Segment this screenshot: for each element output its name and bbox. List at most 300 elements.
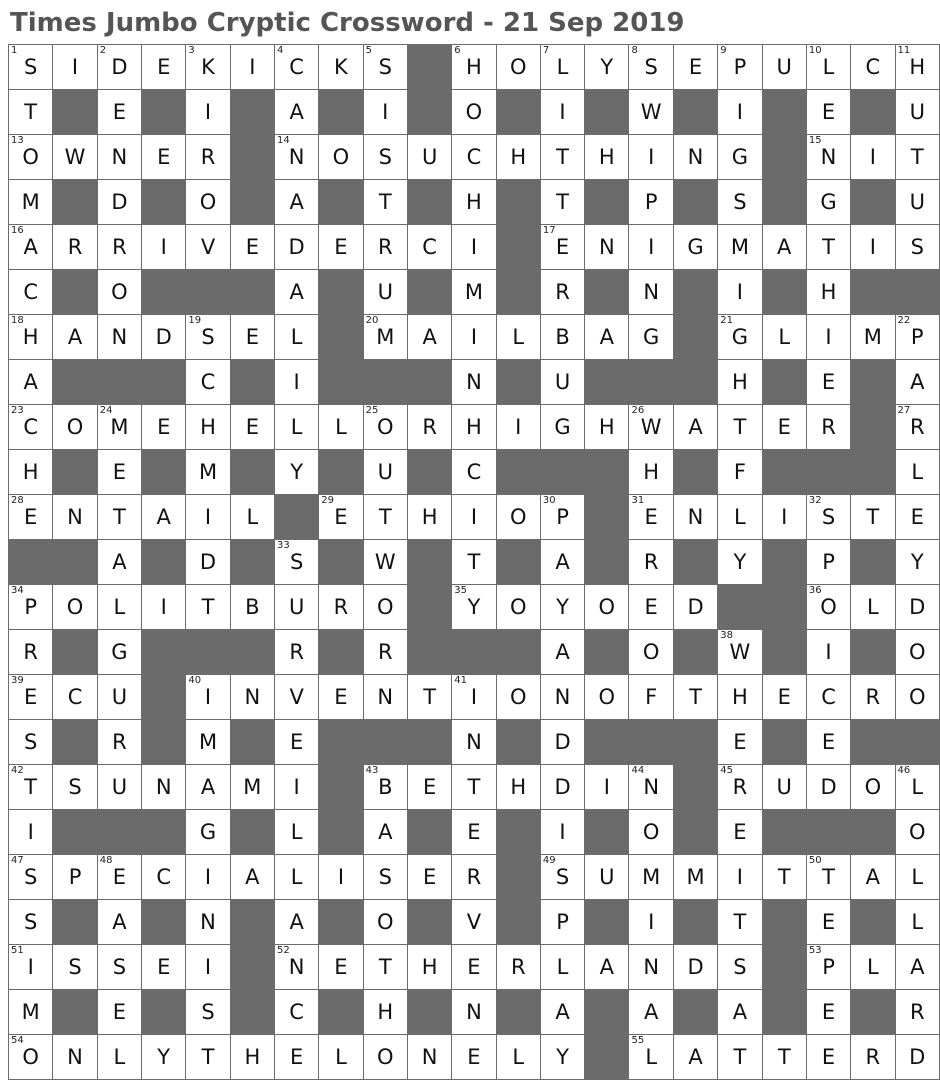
grid-cell[interactable] (186, 945, 230, 990)
grid-cell[interactable] (97, 450, 141, 495)
grid-cell[interactable] (363, 810, 407, 855)
grid-cell[interactable] (585, 765, 629, 810)
grid-cell[interactable] (718, 135, 762, 180)
grid-cell[interactable] (673, 945, 717, 990)
grid-cell[interactable] (142, 945, 186, 990)
grid-cell[interactable] (540, 135, 584, 180)
grid-cell[interactable] (230, 45, 274, 90)
grid-cell[interactable] (452, 90, 496, 135)
grid-cell[interactable] (452, 540, 496, 585)
grid-cell[interactable] (806, 675, 850, 720)
grid-cell[interactable] (718, 180, 762, 225)
grid-cell[interactable] (275, 1035, 319, 1080)
grid-cell[interactable] (762, 495, 806, 540)
grid-cell[interactable] (718, 630, 762, 675)
grid-cell[interactable] (629, 45, 673, 90)
grid-cell[interactable] (363, 990, 407, 1035)
grid-cell[interactable] (673, 585, 717, 630)
grid-cell[interactable] (540, 630, 584, 675)
grid-cell[interactable] (319, 135, 363, 180)
grid-cell[interactable] (718, 720, 762, 765)
grid-cell[interactable] (718, 45, 762, 90)
grid-cell[interactable] (363, 540, 407, 585)
grid-cell[interactable] (9, 270, 53, 315)
grid-cell[interactable] (540, 990, 584, 1035)
grid-cell[interactable] (407, 765, 451, 810)
grid-cell[interactable] (673, 45, 717, 90)
grid-cell[interactable] (540, 810, 584, 855)
grid-cell[interactable] (363, 45, 407, 90)
grid-cell[interactable] (275, 990, 319, 1035)
grid-cell[interactable] (452, 225, 496, 270)
grid-cell[interactable] (230, 405, 274, 450)
grid-cell[interactable] (97, 90, 141, 135)
grid-cell[interactable] (275, 675, 319, 720)
grid-cell[interactable] (851, 855, 895, 900)
grid-cell[interactable] (540, 945, 584, 990)
grid-cell[interactable] (629, 135, 673, 180)
grid-cell[interactable] (97, 990, 141, 1035)
grid-cell[interactable] (629, 180, 673, 225)
grid-cell[interactable] (97, 495, 141, 540)
grid-cell[interactable] (895, 315, 940, 360)
grid-cell[interactable] (806, 180, 850, 225)
grid-cell[interactable] (540, 90, 584, 135)
grid-cell[interactable] (275, 360, 319, 405)
grid-cell[interactable] (363, 855, 407, 900)
grid-cell[interactable] (363, 90, 407, 135)
grid-cell[interactable] (363, 900, 407, 945)
grid-cell[interactable] (540, 405, 584, 450)
grid-cell[interactable] (851, 315, 895, 360)
grid-cell[interactable] (186, 225, 230, 270)
grid-cell[interactable] (53, 315, 97, 360)
grid-cell[interactable] (186, 675, 230, 720)
grid-cell[interactable] (9, 180, 53, 225)
grid-cell[interactable] (585, 225, 629, 270)
grid-cell[interactable] (363, 765, 407, 810)
grid-cell[interactable] (895, 225, 940, 270)
grid-cell[interactable] (142, 135, 186, 180)
grid-cell[interactable] (585, 45, 629, 90)
grid-cell[interactable] (452, 450, 496, 495)
grid-cell[interactable] (142, 45, 186, 90)
grid-cell[interactable] (9, 225, 53, 270)
grid-cell[interactable] (97, 45, 141, 90)
grid-cell[interactable] (851, 585, 895, 630)
grid-cell[interactable] (895, 855, 940, 900)
grid-cell[interactable] (540, 900, 584, 945)
grid-cell[interactable] (230, 1035, 274, 1080)
grid-cell[interactable] (275, 900, 319, 945)
grid-cell[interactable] (97, 225, 141, 270)
grid-cell[interactable] (718, 405, 762, 450)
grid-cell[interactable] (142, 855, 186, 900)
grid-cell[interactable] (806, 630, 850, 675)
grid-cell[interactable] (230, 495, 274, 540)
grid-cell[interactable] (629, 855, 673, 900)
grid-cell[interactable] (97, 405, 141, 450)
grid-cell[interactable] (319, 585, 363, 630)
grid-cell[interactable] (629, 900, 673, 945)
grid-cell[interactable] (142, 585, 186, 630)
grid-cell[interactable] (230, 675, 274, 720)
grid-cell[interactable] (718, 810, 762, 855)
grid-cell[interactable] (673, 135, 717, 180)
grid-cell[interactable] (186, 135, 230, 180)
grid-cell[interactable] (97, 585, 141, 630)
grid-cell[interactable] (629, 450, 673, 495)
grid-cell[interactable] (762, 855, 806, 900)
grid-cell[interactable] (53, 135, 97, 180)
grid-cell[interactable] (186, 450, 230, 495)
grid-cell[interactable] (9, 495, 53, 540)
grid-cell[interactable] (363, 180, 407, 225)
grid-cell[interactable] (895, 135, 940, 180)
grid-cell[interactable] (319, 855, 363, 900)
grid-cell[interactable] (319, 945, 363, 990)
grid-cell[interactable] (895, 495, 940, 540)
grid-cell[interactable] (762, 1035, 806, 1080)
grid-cell[interactable] (9, 630, 53, 675)
grid-cell[interactable] (186, 315, 230, 360)
grid-cell[interactable] (496, 1035, 540, 1080)
grid-cell[interactable] (718, 990, 762, 1035)
grid-cell[interactable] (275, 180, 319, 225)
grid-cell[interactable] (53, 495, 97, 540)
grid-cell[interactable] (806, 540, 850, 585)
grid-cell[interactable] (407, 225, 451, 270)
grid-cell[interactable] (585, 855, 629, 900)
grid-cell[interactable] (540, 270, 584, 315)
grid-cell[interactable] (895, 1035, 940, 1080)
grid-cell[interactable] (97, 1035, 141, 1080)
grid-cell[interactable] (851, 45, 895, 90)
grid-cell[interactable] (275, 945, 319, 990)
grid-cell[interactable] (629, 990, 673, 1035)
grid-cell[interactable] (9, 450, 53, 495)
grid-cell[interactable] (806, 135, 850, 180)
grid-cell[interactable] (97, 765, 141, 810)
grid-cell[interactable] (895, 45, 940, 90)
grid-cell[interactable] (97, 180, 141, 225)
grid-cell[interactable] (186, 495, 230, 540)
grid-cell[interactable] (275, 765, 319, 810)
grid-cell[interactable] (452, 180, 496, 225)
grid-cell[interactable] (452, 405, 496, 450)
grid-cell[interactable] (230, 585, 274, 630)
grid-cell[interactable] (629, 765, 673, 810)
grid-cell[interactable] (186, 540, 230, 585)
grid-cell[interactable] (275, 315, 319, 360)
grid-cell[interactable] (9, 720, 53, 765)
grid-cell[interactable] (806, 270, 850, 315)
grid-cell[interactable] (895, 405, 940, 450)
grid-cell[interactable] (9, 45, 53, 90)
grid-cell[interactable] (585, 675, 629, 720)
grid-cell[interactable] (9, 675, 53, 720)
grid-cell[interactable] (762, 405, 806, 450)
grid-cell[interactable] (806, 945, 850, 990)
grid-cell[interactable] (275, 630, 319, 675)
grid-cell[interactable] (895, 90, 940, 135)
grid-cell[interactable] (275, 90, 319, 135)
grid-cell[interactable] (452, 360, 496, 405)
grid-cell[interactable] (718, 765, 762, 810)
grid-cell[interactable] (9, 990, 53, 1035)
grid-cell[interactable] (718, 675, 762, 720)
grid-cell[interactable] (452, 585, 496, 630)
grid-cell[interactable] (9, 405, 53, 450)
grid-cell[interactable] (585, 945, 629, 990)
grid-cell[interactable] (540, 315, 584, 360)
grid-cell[interactable] (230, 315, 274, 360)
grid-cell[interactable] (363, 450, 407, 495)
grid-cell[interactable] (718, 855, 762, 900)
grid-cell[interactable] (186, 720, 230, 765)
grid-cell[interactable] (540, 495, 584, 540)
grid-cell[interactable] (319, 495, 363, 540)
grid-cell[interactable] (629, 270, 673, 315)
grid-cell[interactable] (53, 855, 97, 900)
grid-cell[interactable] (540, 225, 584, 270)
grid-cell[interactable] (407, 405, 451, 450)
grid-cell[interactable] (718, 945, 762, 990)
grid-cell[interactable] (718, 1035, 762, 1080)
grid-cell[interactable] (186, 810, 230, 855)
grid-cell[interactable] (540, 540, 584, 585)
grid-cell[interactable] (895, 765, 940, 810)
grid-cell[interactable] (363, 585, 407, 630)
grid-cell[interactable] (230, 855, 274, 900)
grid-cell[interactable] (407, 495, 451, 540)
grid-cell[interactable] (142, 495, 186, 540)
grid-cell[interactable] (53, 225, 97, 270)
grid-cell[interactable] (186, 180, 230, 225)
grid-cell[interactable] (186, 1035, 230, 1080)
grid-cell[interactable] (53, 1035, 97, 1080)
grid-cell[interactable] (496, 675, 540, 720)
grid-cell[interactable] (496, 45, 540, 90)
grid-cell[interactable] (452, 675, 496, 720)
grid-cell[interactable] (762, 45, 806, 90)
grid-cell[interactable] (363, 630, 407, 675)
grid-cell[interactable] (851, 765, 895, 810)
grid-cell[interactable] (97, 630, 141, 675)
grid-cell[interactable] (629, 945, 673, 990)
grid-cell[interactable] (452, 720, 496, 765)
grid-cell[interactable] (496, 765, 540, 810)
grid-cell[interactable] (142, 315, 186, 360)
grid-cell[interactable] (718, 360, 762, 405)
grid-cell[interactable] (806, 405, 850, 450)
grid-cell[interactable] (540, 855, 584, 900)
grid-cell[interactable] (629, 315, 673, 360)
grid-cell[interactable] (806, 495, 850, 540)
grid-cell[interactable] (319, 405, 363, 450)
crossword-grid[interactable] (8, 44, 940, 1080)
grid-cell[interactable] (452, 765, 496, 810)
grid-cell[interactable] (142, 765, 186, 810)
grid-cell[interactable] (97, 855, 141, 900)
grid-cell[interactable] (9, 135, 53, 180)
grid-cell[interactable] (895, 180, 940, 225)
grid-cell[interactable] (673, 675, 717, 720)
grid-cell[interactable] (142, 405, 186, 450)
grid-cell[interactable] (407, 1035, 451, 1080)
grid-cell[interactable] (718, 900, 762, 945)
grid-cell[interactable] (806, 900, 850, 945)
grid-cell[interactable] (9, 315, 53, 360)
grid-cell[interactable] (186, 90, 230, 135)
grid-cell[interactable] (275, 855, 319, 900)
grid-cell[interactable] (452, 270, 496, 315)
grid-cell[interactable] (452, 945, 496, 990)
grid-cell[interactable] (275, 45, 319, 90)
grid-cell[interactable] (496, 315, 540, 360)
grid-cell[interactable] (718, 90, 762, 135)
grid-cell[interactable] (718, 495, 762, 540)
grid-cell[interactable] (851, 1035, 895, 1080)
grid-cell[interactable] (540, 585, 584, 630)
grid-cell[interactable] (452, 810, 496, 855)
grid-cell[interactable] (53, 675, 97, 720)
grid-cell[interactable] (718, 270, 762, 315)
grid-cell[interactable] (540, 765, 584, 810)
grid-cell[interactable] (9, 855, 53, 900)
grid-cell[interactable] (452, 495, 496, 540)
grid-cell[interactable] (718, 315, 762, 360)
grid-cell[interactable] (186, 585, 230, 630)
grid-cell[interactable] (806, 45, 850, 90)
grid-cell[interactable] (496, 135, 540, 180)
grid-cell[interactable] (9, 360, 53, 405)
grid-cell[interactable] (851, 495, 895, 540)
grid-cell[interactable] (895, 540, 940, 585)
grid-cell[interactable] (9, 810, 53, 855)
grid-cell[interactable] (275, 450, 319, 495)
grid-cell[interactable] (319, 1035, 363, 1080)
grid-cell[interactable] (186, 360, 230, 405)
grid-cell[interactable] (97, 315, 141, 360)
grid-cell[interactable] (895, 450, 940, 495)
grid-cell[interactable] (540, 720, 584, 765)
grid-cell[interactable] (9, 90, 53, 135)
grid-cell[interactable] (452, 900, 496, 945)
grid-cell[interactable] (629, 810, 673, 855)
grid-cell[interactable] (186, 765, 230, 810)
grid-cell[interactable] (97, 720, 141, 765)
grid-cell[interactable] (407, 855, 451, 900)
grid-cell[interactable] (53, 945, 97, 990)
grid-cell[interactable] (629, 675, 673, 720)
grid-cell[interactable] (53, 585, 97, 630)
grid-cell[interactable] (230, 225, 274, 270)
grid-cell[interactable] (97, 135, 141, 180)
grid-cell[interactable] (363, 315, 407, 360)
grid-cell[interactable] (9, 585, 53, 630)
grid-cell[interactable] (895, 990, 940, 1035)
grid-cell[interactable] (97, 270, 141, 315)
grid-cell[interactable] (496, 405, 540, 450)
grid-cell[interactable] (496, 585, 540, 630)
grid-cell[interactable] (895, 900, 940, 945)
grid-cell[interactable] (319, 45, 363, 90)
grid-cell[interactable] (363, 495, 407, 540)
grid-cell[interactable] (9, 900, 53, 945)
grid-cell[interactable] (673, 855, 717, 900)
grid-cell[interactable] (452, 315, 496, 360)
grid-cell[interactable] (53, 45, 97, 90)
grid-cell[interactable] (275, 810, 319, 855)
grid-cell[interactable] (629, 495, 673, 540)
grid-cell[interactable] (806, 225, 850, 270)
grid-cell[interactable] (585, 585, 629, 630)
grid-cell[interactable] (363, 225, 407, 270)
grid-cell[interactable] (718, 225, 762, 270)
grid-cell[interactable] (851, 135, 895, 180)
grid-cell[interactable] (97, 900, 141, 945)
grid-cell[interactable] (142, 225, 186, 270)
grid-cell[interactable] (895, 630, 940, 675)
grid-cell[interactable] (275, 270, 319, 315)
grid-cell[interactable] (585, 405, 629, 450)
grid-cell[interactable] (762, 225, 806, 270)
grid-cell[interactable] (851, 225, 895, 270)
grid-cell[interactable] (895, 675, 940, 720)
grid-cell[interactable] (895, 810, 940, 855)
grid-cell[interactable] (585, 135, 629, 180)
grid-cell[interactable] (806, 855, 850, 900)
grid-cell[interactable] (275, 720, 319, 765)
grid-cell[interactable] (363, 945, 407, 990)
grid-cell[interactable] (319, 675, 363, 720)
grid-cell[interactable] (762, 675, 806, 720)
grid-cell[interactable] (540, 360, 584, 405)
grid-cell[interactable] (407, 675, 451, 720)
grid-cell[interactable] (540, 45, 584, 90)
grid-cell[interactable] (496, 495, 540, 540)
grid-cell[interactable] (496, 945, 540, 990)
grid-cell[interactable] (53, 765, 97, 810)
grid-cell[interactable] (806, 1035, 850, 1080)
grid-cell[interactable] (806, 585, 850, 630)
grid-cell[interactable] (230, 765, 274, 810)
grid-cell[interactable] (142, 1035, 186, 1080)
grid-cell[interactable] (363, 675, 407, 720)
grid-cell[interactable] (452, 855, 496, 900)
grid-cell[interactable] (851, 675, 895, 720)
grid-cell[interactable] (895, 585, 940, 630)
grid-cell[interactable] (540, 180, 584, 225)
grid-cell[interactable] (673, 405, 717, 450)
grid-cell[interactable] (629, 405, 673, 450)
grid-cell[interactable] (9, 1035, 53, 1080)
grid-cell[interactable] (275, 540, 319, 585)
grid-cell[interactable] (806, 765, 850, 810)
grid-cell[interactable] (629, 630, 673, 675)
grid-cell[interactable] (762, 765, 806, 810)
grid-cell[interactable] (718, 540, 762, 585)
grid-cell[interactable] (629, 585, 673, 630)
grid-cell[interactable] (806, 360, 850, 405)
grid-cell[interactable] (363, 135, 407, 180)
grid-cell[interactable] (806, 90, 850, 135)
grid-cell[interactable] (895, 360, 940, 405)
grid-cell[interactable] (363, 405, 407, 450)
grid-cell[interactable] (629, 540, 673, 585)
grid-cell[interactable] (363, 1035, 407, 1080)
